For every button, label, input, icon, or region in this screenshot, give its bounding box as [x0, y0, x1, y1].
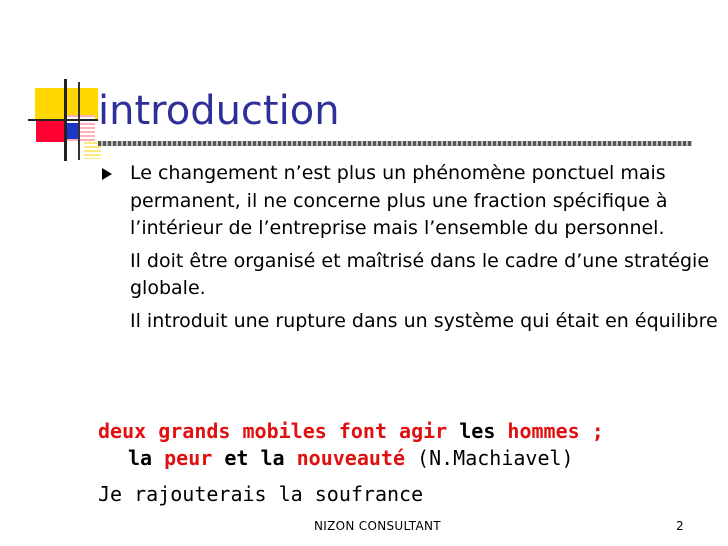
paragraph-text: Il doit être organisé et maîtrisé dans le cadre d’une stratégie globale.: [130, 249, 710, 299]
bullet-list: [98, 160, 718, 335]
footer-company: NIZON CONSULTANT: [314, 519, 441, 533]
quote-part: et la: [224, 446, 285, 470]
page-number: 2: [676, 519, 684, 533]
bullet-arrow-icon: [102, 168, 112, 180]
quote-line-1: [98, 418, 718, 445]
slide-title: introduction: [98, 88, 340, 134]
quote-attribution: (N.Machiavel): [417, 446, 574, 470]
quote-part: la: [128, 446, 153, 470]
quote-part: nouveauté: [296, 446, 405, 470]
closing-line: Je rajouterais la soufrance: [98, 482, 424, 506]
logo-horizontal-line: [28, 119, 98, 121]
quote-part: hommes ;: [507, 419, 604, 443]
quote-line-2: [98, 445, 718, 472]
quote-part: les: [459, 419, 496, 443]
logo-vertical-line-2: [78, 82, 80, 160]
bullet-item: [98, 160, 718, 243]
machiavel-quote: [98, 418, 718, 472]
title-underline: [98, 141, 692, 146]
paragraph: [98, 308, 718, 336]
paragraph-text: Il introduit une rupture dans un système qui était en équilibre: [130, 309, 718, 332]
bullet-text: Le changement n’est plus un phénomène ponctuel mais permanent, il ne concerne plus une fraction spécifique à l’intérieur de l’entreprise mais l’ensemble du personnel.: [130, 162, 668, 239]
paragraph: [98, 248, 718, 303]
quote-part: deux grands mobiles font agir: [98, 419, 448, 443]
quote-part: peur: [164, 446, 213, 470]
logo-red-block: [36, 121, 67, 142]
